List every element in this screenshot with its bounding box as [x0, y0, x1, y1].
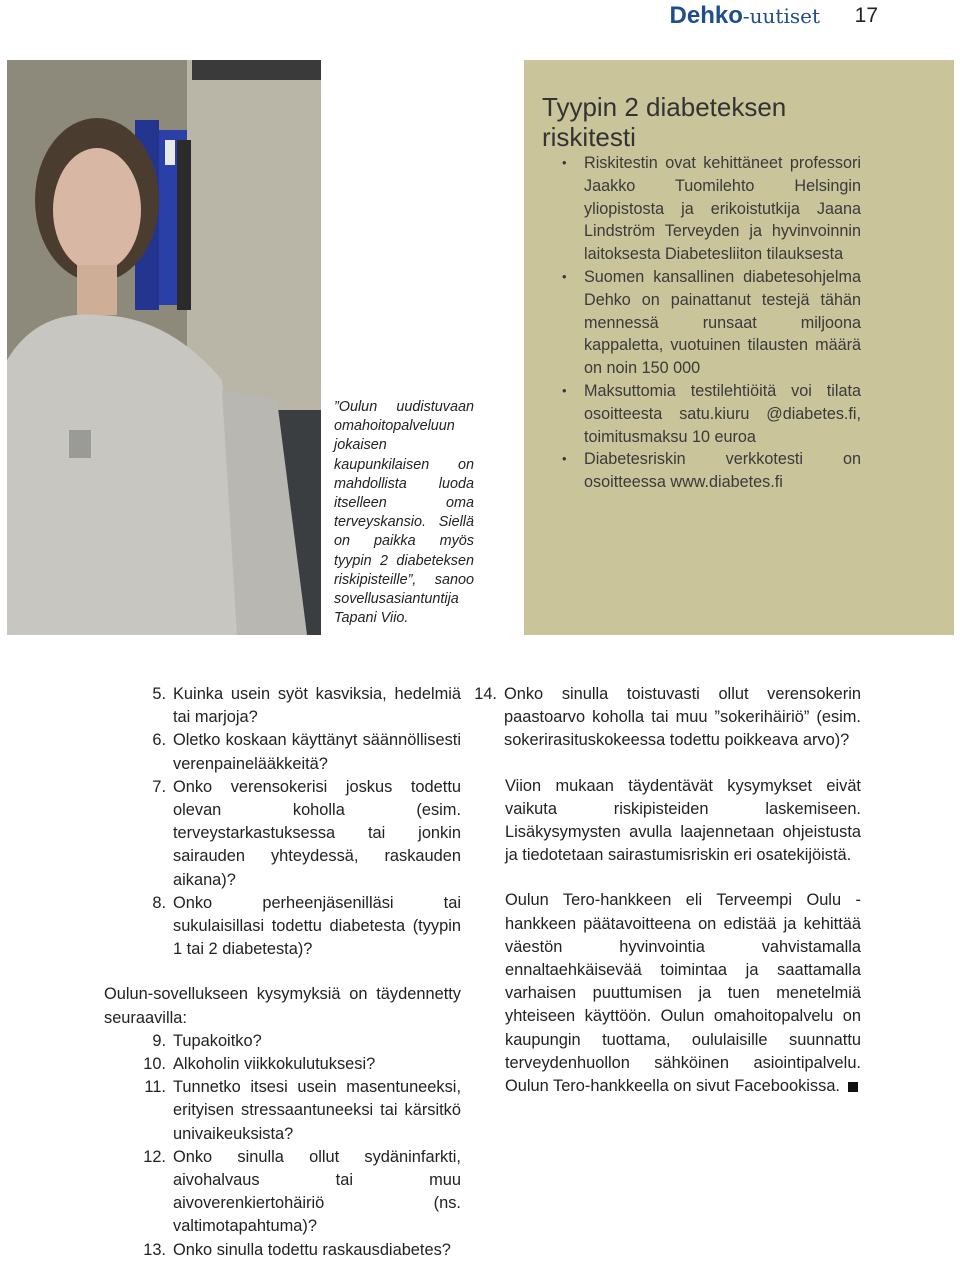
question-item [104, 1076, 461, 1146]
brand-rest: -uutiset [742, 4, 820, 28]
intro-paragraph: Oulun-sovellukseen kysymyksiä on täydennetty seuraavilla: [104, 985, 461, 1027]
right-column [474, 683, 861, 1098]
info-box [524, 60, 954, 635]
question-text: Onko sinulla todettu raskausdiabetes? [173, 1240, 451, 1259]
page-number: 17 [854, 4, 878, 27]
question-text: Oletko koskaan käyttänyt säännöllisesti verenpainelääkkeitä? [173, 731, 461, 773]
question-text: Tunnetko itsesi usein masentuneeksi, erityisen stressaantuneeksi tai kärsitkö univaikeuksista? [173, 1078, 461, 1143]
question-list-b [104, 1030, 461, 1262]
question-text: Onko verensokerisi joskus todettu olevan koholla (esim. terveystarkastuksessa tai jonkin sairauden yhteydessä, raskauden aikana)? [173, 777, 461, 889]
question-number: 10. [143, 1055, 166, 1074]
question-item [104, 776, 461, 892]
info-bullet: • Maksuttomia testilehtiöitä voi tilata osoitteesta satu.kiuru @diabetes.fi, toimitusmaksu 10 euroa [584, 380, 861, 448]
question-item [104, 1239, 461, 1262]
question-item [104, 683, 461, 729]
question-text: Tupakoitko? [173, 1031, 262, 1050]
photo-caption [334, 398, 474, 628]
question-list-a [104, 683, 461, 961]
caption-text: ”Oulun uudistuvaan omahoitopalveluun jokaisen kaupunkilaisen on mahdollista luoda itselleen oma terveyskansio. Siellä on paikka myös tyypin 2 diabeteksen riskipisteille”, sanoo sovellusasiantuntija Tapani Viio. [334, 399, 474, 627]
question-number: 8. [152, 893, 166, 912]
question-item [104, 1053, 461, 1076]
question-text: Alkoholin viikkokulutuksesi? [173, 1055, 376, 1074]
question-item [104, 892, 461, 962]
question-list-c [435, 683, 861, 753]
question-number: 13. [143, 1240, 166, 1259]
question-number: 7. [152, 777, 166, 796]
info-bullet: • Diabetesriskin verkkotesti on osoitteessa www.diabetes.fi [584, 448, 861, 494]
portrait-illustration [7, 60, 321, 635]
question-number: 11. [144, 1078, 166, 1097]
question-number: 12. [143, 1147, 166, 1166]
question-text: Kuinka usein syöt kasviksia, hedelmiä tai marjoja? [173, 685, 461, 727]
question-number: 6. [152, 731, 166, 750]
publication-title [670, 2, 820, 30]
question-number: 14. [474, 685, 497, 703]
page-header [0, 0, 960, 34]
info-bullet: • Riskitestin ovat kehittäneet professori Jaakko Tuomilehto Helsingin yliopistosta ja erikoistutkija Jaana Lindström Terveyden ja hyvinvoinnin laitoksesta Diabetesliiton tilauksesta [584, 152, 861, 266]
brand-bold: Dehko [669, 2, 743, 29]
question-item [435, 683, 861, 753]
question-number: 9. [152, 1031, 166, 1050]
question-text: Onko sinulla toistuvasti ollut verensokerin paastoarvo koholla tai muu ”sokerihäiriö” (esim. sokerirasituskokeessa todettu poikkeava arvo)? [504, 685, 861, 750]
question-item [104, 729, 461, 775]
left-column [104, 683, 461, 1262]
body-paragraph-1: Viion mukaan täydentävät kysymykset eivät vaikuta riskipisteiden laskemiseen. Lisäkysymysten avulla laajennetaan ohjeistusta ja tiedotetaan sairastumisriskin eri osatekijöistä. [505, 776, 861, 865]
question-item [104, 1146, 461, 1239]
end-mark-icon [848, 1082, 858, 1092]
info-box-title: Tyypin 2 diabeteksen riskitesti [542, 92, 787, 152]
body-paragraph-2-text: Oulun Tero-hankkeen eli Terveempi Oulu -hankkeen päätavoitteena on edistää ja kehittää väestön hyvinvointia vahvistamalla ennaltaehkäisevää toimintaa ja saattamalla varhaisen puuttumisen ja tuen menetelmiä yhteiseen käyttöön. Oulun omahoitopalvelu on kaupungin tuottama, oululaisille suunnattu terveydenhuollon sähköinen asiointipalvelu. Oulun Tero-hankkeella on sivut Facebookissa. [505, 891, 861, 1096]
question-number: 5. [152, 685, 166, 703]
question-item [104, 1030, 461, 1053]
question-text: Onko perheenjäsenilläsi tai sukulaisillasi todettu diabetesta (tyypin 1 tai 2 diabetesta)? [173, 893, 461, 959]
portrait-photo [7, 60, 321, 635]
info-box-list [584, 152, 861, 494]
info-bullet: • Suomen kansallinen diabetesohjelma Dehko on painattanut testejä tähän mennessä runsaat miljoona kappaletta, vuotuinen tilausten määrä on noin 150 000 [584, 266, 861, 380]
body-paragraph-2 [505, 889, 861, 1098]
question-text: Onko sinulla ollut sydäninfarkti, aivohalvaus tai muu aivoverenkiertohäiriö (ns. valtimotapahtuma)? [173, 1147, 461, 1236]
